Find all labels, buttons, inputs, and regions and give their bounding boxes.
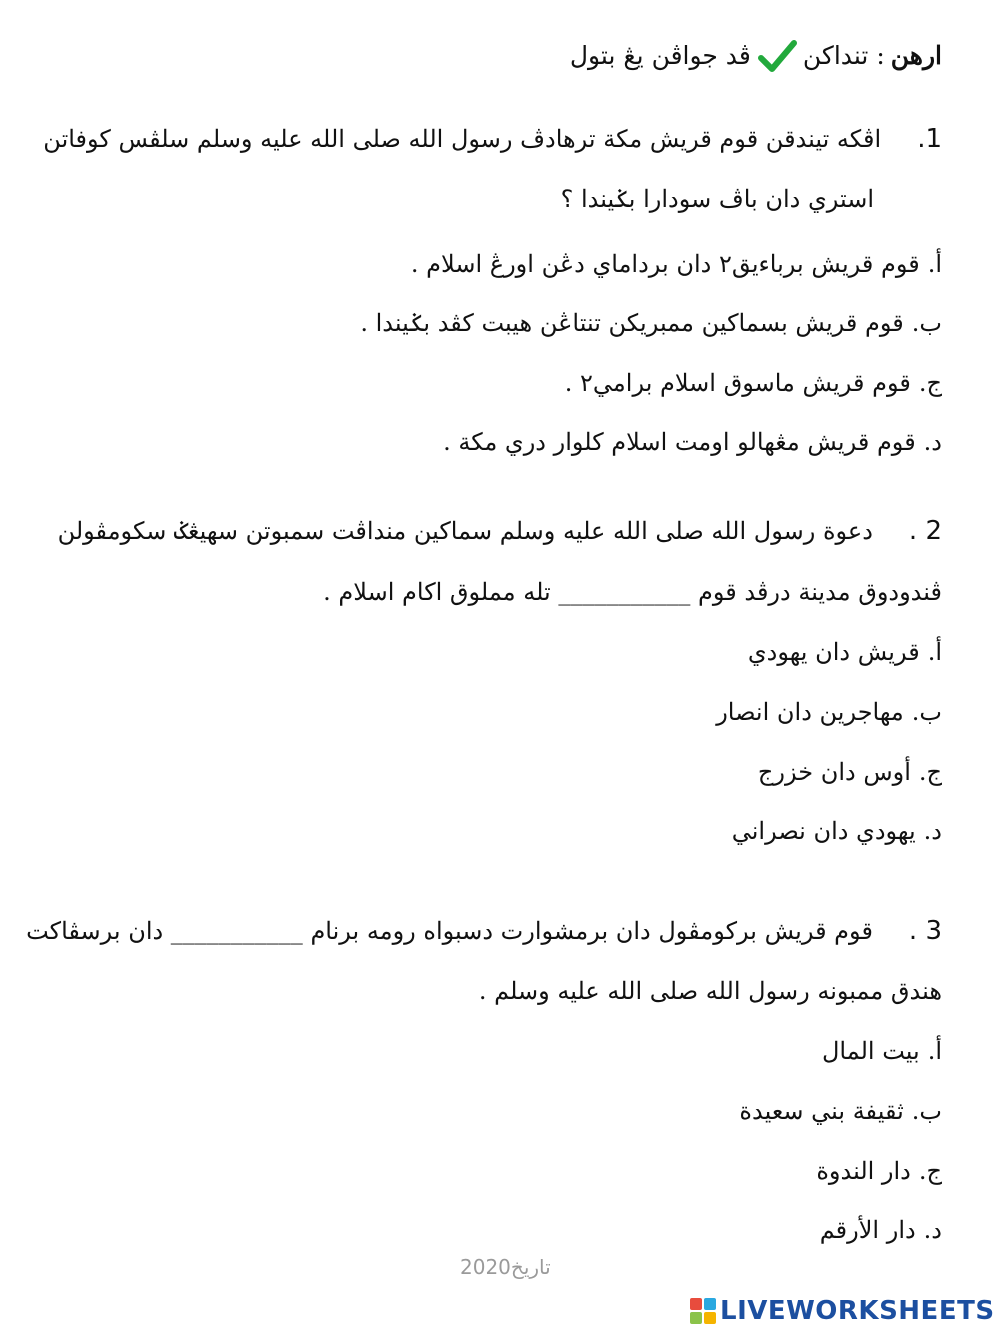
q2-option-a[interactable] [748, 635, 942, 669]
q2-option-d[interactable] [732, 814, 942, 848]
question-2-line-1 [58, 514, 942, 548]
date-year: 2020 [460, 1255, 511, 1279]
q2-option-c[interactable] [758, 755, 942, 789]
checkmark-icon [757, 38, 797, 74]
date-label [460, 1255, 551, 1279]
option-text: قوم قريش مڠهالو اومت اسلام كلوار دري مكة . [443, 428, 916, 456]
q3-option-c[interactable] [816, 1154, 942, 1188]
question-1-number: 1. [917, 124, 942, 154]
option-letter: ب. [911, 309, 942, 337]
q2-option-b[interactable] [716, 695, 942, 729]
option-letter: ب. [911, 1097, 942, 1125]
q3-option-b[interactable] [739, 1094, 942, 1128]
option-letter: د. [923, 1216, 942, 1244]
option-letter: ج. [918, 758, 942, 786]
instruction-line [570, 38, 942, 74]
liveworksheets-logo-icon [690, 1298, 716, 1324]
question-3-line-2: هندق ممبونه رسول الله صلى الله عليه وسلم . [478, 977, 942, 1005]
option-letter: ج. [918, 369, 942, 397]
option-letter: ج. [918, 1157, 942, 1185]
option-text: قوم قريش بسماكين ممبريكن تنتاڠن هيبت كڤد بݢيندا . [360, 309, 904, 337]
q3-option-d[interactable] [820, 1213, 942, 1247]
question-1-text: اڤكه تيندقن قوم قريش مكة ترهادڤ رسول الله صلى الله عليه وسلم سلڤس كوفاتن [43, 125, 882, 153]
q1-option-a[interactable] [411, 247, 942, 281]
option-text: مهاجرين دان انصار [716, 698, 904, 726]
option-text: أوس دان خزرج [757, 758, 911, 786]
q1-option-b[interactable] [360, 306, 942, 340]
instruction-text-after-check: ڤد جواڤن يڠ بتول [569, 41, 751, 70]
question-2-line-2: ڤندودوق مدينة درڤد قوم ___________ تله مملوق اكام اسلام . [323, 578, 942, 606]
question-2-text: دعوة رسول الله صلى الله عليه وسلم سماكين منداڤت سمبوتن سهيڠݢ سكومڤولن [57, 517, 873, 545]
option-letter: أ. [927, 250, 942, 278]
option-letter: أ. [927, 638, 942, 666]
option-letter: د. [923, 428, 942, 456]
option-text: يهودي دان نصراني [731, 817, 916, 845]
option-text: قوم قريش ماسوق اسلام برامي٢ . [564, 369, 911, 397]
question-3-text: قوم قريش بركومڤول دان برمشوارت دسبواه رومه برنام ___________ دان برسڤاكت [26, 917, 873, 945]
option-letter: د. [923, 817, 942, 845]
question-1-line-1 [43, 122, 942, 156]
q1-option-d[interactable] [443, 425, 942, 459]
option-text: ثقيفة بني سعيدة [739, 1097, 904, 1125]
q1-option-c[interactable] [565, 366, 942, 400]
question-1-line-2: استري دان باڤ سودارا بݢيندا ؟ [560, 185, 874, 213]
option-text: قوم قريش برباءيق٢ دان برداماي دڠن اورڠ اسلام . [410, 250, 920, 278]
option-text: دار الأرقم [819, 1216, 916, 1244]
liveworksheets-brand[interactable] [690, 1296, 995, 1326]
instruction-label: ارهن [890, 41, 942, 70]
option-letter: ب. [911, 698, 942, 726]
option-text: بيت المال [821, 1037, 920, 1065]
option-text: قريش دان يهودي [747, 638, 920, 666]
instruction-text: : تنداكن [802, 41, 885, 70]
question-3-line-1 [26, 914, 942, 948]
date-word: تاريخ [510, 1255, 551, 1279]
option-letter: أ. [927, 1037, 942, 1065]
question-2-number: 2 . [908, 516, 942, 546]
option-text: دار الندوة [816, 1157, 911, 1185]
question-3-number: 3 . [908, 916, 942, 946]
brand-name: LIVEWORKSHEETS [720, 1296, 995, 1326]
q3-option-a[interactable] [822, 1034, 942, 1068]
